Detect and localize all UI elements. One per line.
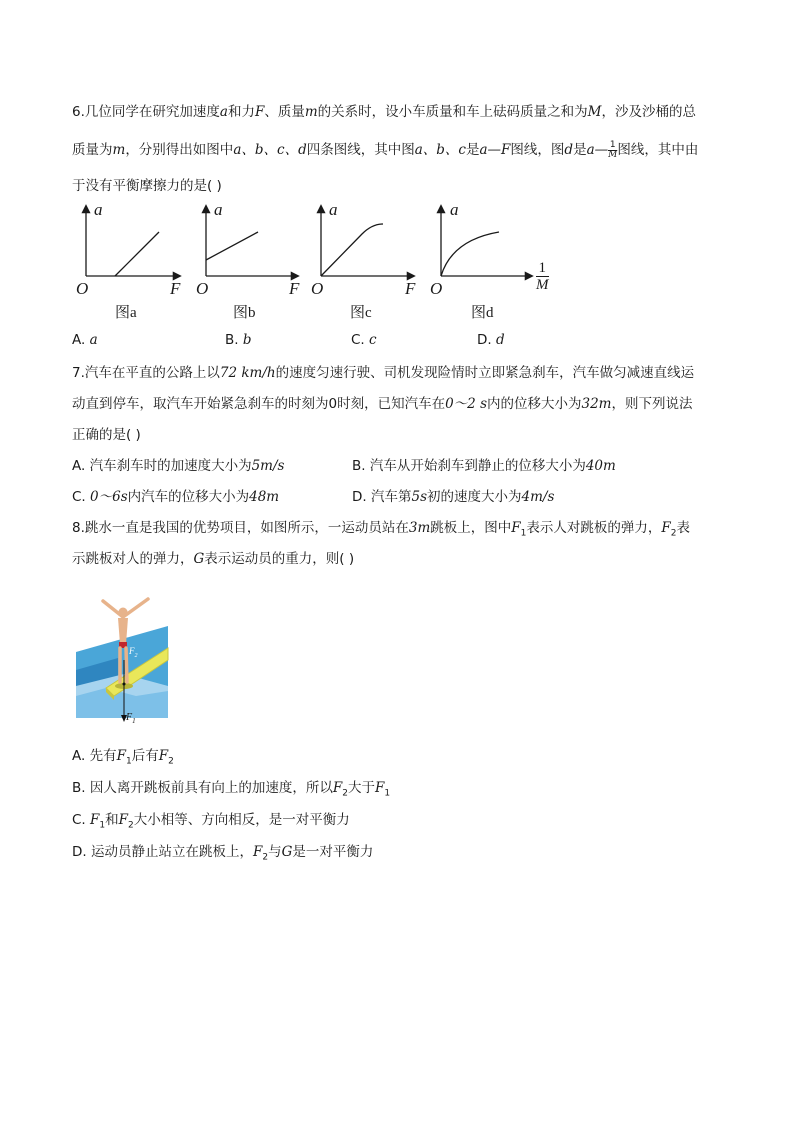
q6-graphs [72,200,572,325]
graph-d-y-label: a [450,200,459,219]
q7-line-3: 正确的是( ) [72,427,141,443]
graph-a-caption: 图a [115,305,137,321]
q8-option-c[interactable]: C. $F_1$和$F_2$大小相等、方向相反，是一对平衡力 [72,812,350,831]
graph-b-y-label: a [214,200,223,219]
graph-b-x-label: F [289,279,300,298]
diver-illustration [76,596,176,731]
q8-line-1: 8.跳水一直是我国的优势项目，如图所示，一运动员站在3m跳板上，图中$F_1$表示人对跳板的弹力，$F_2$表 [72,520,690,539]
q7-line-1: 7.汽车在平直的公路上以72 km/h的速度匀速行驶、司机发现险情时立即紧急刹车，汽车做匀减速直线运 [72,365,695,381]
graph-c-caption: 图c [350,305,372,321]
diver-figure [76,596,176,731]
graph-c-x-label: F [405,279,416,298]
q6-line-1: 6.几位同学在研究加速度a和力F、质量m的关系时，设小车质量和车上砝码质量之和为M，沙及沙桶的总 [72,104,696,120]
q8-line-2: 示跳板对人的弹力，G表示运动员的重力，则( ) [72,551,355,567]
q6-option-c[interactable]: C. c [351,332,377,348]
diver-f1-label: $F_1$ [126,712,136,725]
graph-a-line [115,232,159,276]
graph-a-y-label: a [94,200,103,219]
q7-option-a[interactable]: A. 汽车刹车时的加速度大小为5m/s [72,458,285,474]
graph-b-line [206,232,258,260]
graph-a-x-label: F [170,279,181,298]
q6-option-d[interactable]: D. d [477,332,505,348]
q8-option-d[interactable]: D. 运动员静止站立在跳板上，$F_2$与G是一对平衡力 [72,844,374,863]
graph-d-curve [441,232,499,276]
graph-a-origin: O [76,279,89,298]
graph-d-caption: 图d [471,305,494,321]
diver-f2-label: $F_2$ [129,646,138,659]
q6-line-3: 于没有平衡摩擦力的是( ) [72,178,222,194]
graph-b-origin: O [196,279,209,298]
graph-c-origin: O [311,279,324,298]
q7-option-c[interactable]: C. 0～6s内汽车的位移大小为48m [72,489,280,505]
q8-option-a[interactable]: A. 先有$F_1$后有$F_2$ [72,748,174,767]
graph-d-origin: O [430,279,443,298]
q7-line-2: 动直到停车，取汽车开始紧急刹车的时刻为0时刻，已知汽车在0～2 s内的位移大小为32m，则下列说法 [72,396,693,412]
q8-option-b[interactable]: B. 因人离开跳板前具有向上的加速度，所以$F_2$大于$F_1$ [72,780,391,799]
graph-d-x-label: 1 M [536,260,549,293]
graph-axes-svg [72,200,572,290]
graph-b-caption: 图b [233,305,256,321]
graph-c-curve [321,224,383,276]
graph-c-y-label: a [329,200,338,219]
q6-line-2: 质量为m，分别得出如图中a、b、c、d四条图线，其中图a、b、c是a—F图线，图d是a— $\frac{1}{M}$ 图线，其中由 [72,139,699,160]
q6-option-b[interactable]: B. b [225,332,252,348]
fraction-1-over-M: $\frac{1}{M}$ [608,139,618,160]
q7-option-d[interactable]: D. 汽车第5s初的速度大小为4m/s [352,489,555,505]
q6-option-a[interactable]: A. a [72,332,98,348]
q7-option-b[interactable]: B. 汽车从开始刹车到静止的位移大小为40m [352,458,616,474]
